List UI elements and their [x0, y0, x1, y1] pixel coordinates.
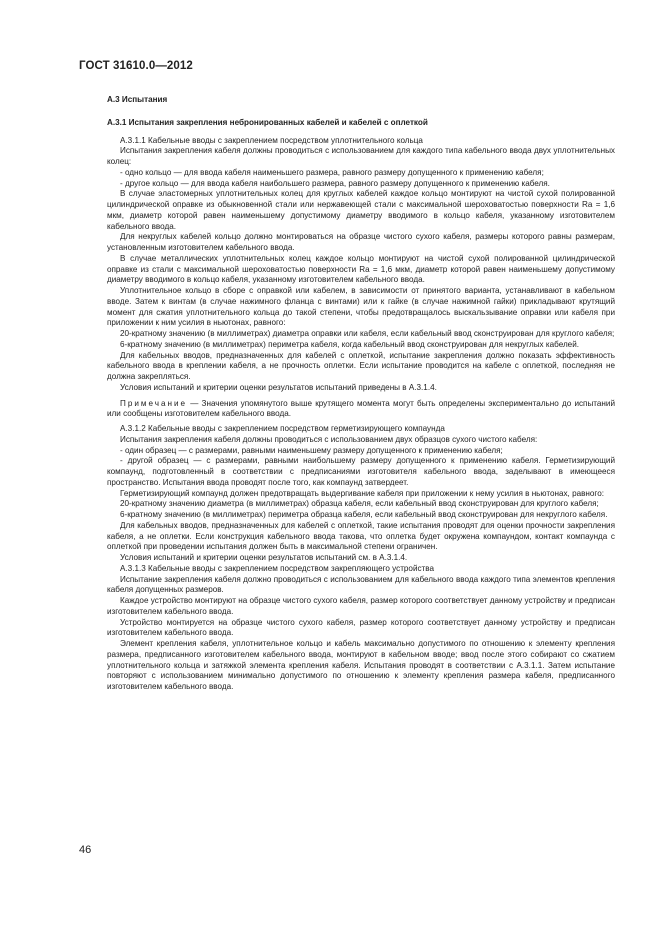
paragraph: В случае металлических уплотнительных колец каждое кольцо монтируют на чистой сухой полированной цилиндрической оправке из стали с максимальной шероховатостью поверхности Ra = 1,6 мкм, диаметр которой равен наименьшему допустимому диаметру вводимого в кольцо кабеля, указанному изготовителем кабельного ввода. — [107, 253, 615, 285]
list-item: - один образец — с размерами, равными наименьшему размеру допущенного к применению кабеля; — [120, 445, 503, 455]
paragraph: 20-кратному значению диаметра (в миллиметрах) образца кабеля, если кабельный ввод сконструирован для круглого кабеля; — [120, 499, 599, 509]
paragraph: 6-кратному значению (в миллиметрах) периметра образца кабеля, если кабельный ввод сконструирован для некруглого кабеля. — [120, 510, 608, 519]
paragraph: Устройство монтируется на образце чистого сухого кабеля, размер которого соответствует данному устройству и предписан изготовителем кабельного ввода. — [107, 617, 615, 638]
paragraph: Каждое устройство монтируют на образце чистого сухого кабеля, размер которого соответствует данному устройству и предписан изготовителем кабельного ввода. — [107, 596, 615, 616]
paragraph: Элемент крепления кабеля, уплотнительное кольцо и кабель максимально допустимого по отношению к элементу крепления размера, предписанного изготовителем кабельного ввода, монтируют в кабельном вводе; ввод после этого собирают со сжатием уплотнительного кольца и затяжкой элемента крепления кабеля. Испытания проводят в соответствии с А.3.1.1. Затем испытание повторяют с использованием минимально допустимого по отношению к элементу крепления размера кабеля, предписанного изготовителем кабельного ввода. — [107, 639, 615, 691]
clause-heading: А.3.1.2 Кабельные вводы с закреплением посредством герметизирующего компаунда — [120, 424, 445, 433]
list-item: - другой образец — с размерами, равными наибольшему размеру допущенного к применению кабеля. Герметизирующий компаунд, подготовленный в соответствии с предписаниями изготовителя кабельного ввода, заделывают в имеющееся пространство. Испытания ввода проводят после того, как компаунд затвердеет. — [107, 456, 615, 487]
paragraph: В случае эластомерных уплотнительных колец для круглых кабелей каждое кольцо монтируют на чистой сухой полированной цилиндрической оправке из обыкновенной стали или нержавеющей стали с максимальной шероховатостью поверхности Ra = 1,6 мкм, диаметр которой равен наименьшему допустимому диаметру вводимого в кольцо кабеля, указанному изготовителем кабельного ввода. — [107, 189, 615, 231]
paragraph: Для некруглых кабелей кольцо должно монтироваться на образце чистого сухого кабеля, размеры которого равны размерам, установленным изготовителем кабельного ввода. — [107, 232, 615, 252]
paragraph: Испытания закрепления кабеля должны проводиться с использованием для каждого типа кабельного ввода двух уплотнительных колец: — [107, 146, 615, 166]
paragraph: Уплотнительное кольцо в сборе с оправкой или кабелем, в зависимости от принятого варианта, устанавливают в кабельном вводе. Затем к винтам (в случае нажимного фланца с винтами) или к гайке (в случае нажимной гайки) прикладывают крутящий момент для сжатия уплотнительного кольца до такой степени, чтобы предотвращалось выскальзывание оправки или кабеля при приложении к ним усилия в ньютонах, равного: — [107, 286, 615, 328]
subsection-heading: А.3.1 Испытания закрепления небронированных кабелей и кабелей с оплеткой — [107, 117, 428, 127]
note-label: Примечание — [120, 398, 188, 408]
note-text: — Значения упомянутого выше крутящего момента могут быть определены экспериментально до испытаний или сообщены изготовителем кабельного ввода. — [107, 398, 615, 419]
page-number: 46 — [79, 844, 92, 856]
paragraph: Условия испытаний и критерии оценки результатов испытаний приведены в А.3.1.4. — [120, 382, 437, 392]
paragraph: 20-кратному значению (в миллиметрах) диаметра оправки или кабеля, если кабельный ввод сконструирован для круглого кабеля; — [120, 329, 615, 338]
clause-heading: А.3.1.1 Кабельные вводы с закреплением посредством уплотнительного кольца — [120, 135, 423, 145]
document-body — [107, 95, 615, 693]
paragraph: Для кабельных вводов, предназначенных для кабелей с оплеткой, испытание закрепления должно показать эффективность кабельного ввода в креплении кабеля, а не прочность оплетки. Если испытание проводится на кабеле с оплеткой, последняя не должна закрепляться. — [107, 350, 615, 381]
paragraph: Испытания закрепления кабеля должны проводиться с использованием двух образцов сухого чистого кабеля: — [120, 434, 538, 444]
paragraph: 6-кратному значению (в миллиметрах) периметра кабеля, когда кабельный ввод сконструирован для некруглых кабелей. — [120, 339, 579, 349]
note — [107, 399, 615, 421]
paragraph: Испытание закрепления кабеля должно проводиться с использованием для кабельного ввода каждого типа элементов крепления кабеля допущенных размеров. — [107, 574, 615, 595]
paragraph: Герметизирующий компаунд должен предотвращать выдергивание кабеля при приложении к нему усилия в ньютонах, равного: — [120, 488, 604, 498]
standard-header: ГОСТ 31610.0—2012 — [79, 60, 193, 72]
paragraph: Для кабельных вводов, предназначенных для кабелей с оплеткой, такие испытания проводят для оценки прочности закрепления кабеля, а не оплетки. Если конструкция кабельного ввода такова, что оплетка будет окружена компаундом, контакт компаунда с оплеткой при проведении испытания должен быть в максимальной степени ограничен. — [107, 520, 615, 552]
paragraph: Условия испытаний и критерии оценки результатов испытаний см. в А.3.1.4. — [120, 553, 408, 562]
clause-heading: А.3.1.3 Кабельные вводы с закреплением посредством закрепляющего устройства — [120, 563, 435, 573]
list-item: - одно кольцо — для ввода кабеля наименьшего размера, равного размеру допущенного к применению кабеля; — [120, 167, 544, 177]
list-item: - другое кольцо — для ввода кабеля наибольшего размера, равного размеру допущенного к применению кабеля. — [120, 178, 550, 188]
section-heading: А.3 Испытания — [107, 95, 168, 104]
